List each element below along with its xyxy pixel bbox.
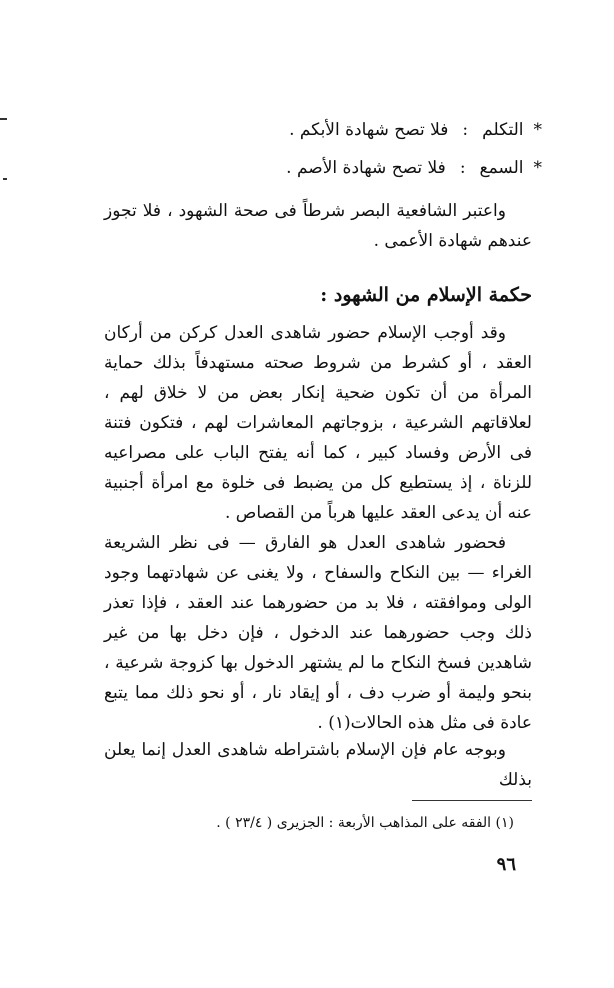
bullet-term: التكلم (482, 120, 524, 140)
body-paragraph-1: وقد أوجب الإسلام حضور شاهدى العدل كركن من أركان العقد ، أو كشرط من شروط صحته مستهدفاً بذلك حماية المرأة من أن تكون ضحية إنكار بعض من لا خلاق لهم ، لعلاقاتهم الشرعية ، بزوجاتهم المعاشرات لهم ، فتكون فتنة فى الأرض وفساد كبير ، كما أنه يفتح الباب على مصراعيه للزناة ، إذ يستطيع كل من يضبط فى خلوة مع امرأة أجنبية عنه أن يدعى العقد عليها هرباً من القصاص . (104, 323, 532, 523)
bullet-separator: : (459, 158, 466, 178)
bullet-separator: : (462, 120, 469, 140)
bullet-text: فلا تصح شهادة الأبكم . (289, 120, 449, 140)
bullet-marker: * (533, 158, 542, 178)
shafii-paragraph: واعتبر الشافعية البصر شرطاً فى صحة الشهود ، فلا تجوز عندهم شهادة الأعمى . (104, 201, 532, 251)
bullet-item (72, 158, 542, 178)
page-number: ٩٦ (496, 854, 516, 875)
footnote-rule (412, 800, 532, 801)
body-paragraph-3: وبوجه عام فإن الإسلام باشتراطه شاهدى العدل إنما يعلن بذلك (104, 740, 532, 790)
bullet-marker: * (533, 120, 542, 140)
bullet-term: السمع (479, 158, 524, 178)
scan-mark-top (0, 118, 7, 120)
footnote: (١) الفقه على المذاهب الأربعة : الجزيرى ( ٢٣/٤ ) . (216, 815, 514, 831)
scan-mark-middle (3, 178, 7, 180)
bullet-item (72, 120, 542, 140)
bullet-text: فلا تصح شهادة الأصم . (286, 158, 446, 178)
section-heading: حكمة الإسلام من الشهود : (320, 284, 532, 306)
body-paragraph-2: فحضور شاهدى العدل هو الفارق — فى نظر الشريعة الغراء — بين النكاح والسفاح ، ولا يغنى عن شهادتهما وجود الولى وموافقته ، فلا بد من حضورهما عند العقد ، فإذا تعذر ذلك وجب حضورهما عند الدخول ، فإن دخل بها من غير شاهدين فسخ النكاح ما لم يشتهر الدخول بها كزوجة شرعية ، بنحو وليمة أو ضرب دف ، أو إيقاد نار ، أو نحو ذلك مما يتبع عادة فى مثل هذه الحالات(١) . (104, 533, 532, 733)
